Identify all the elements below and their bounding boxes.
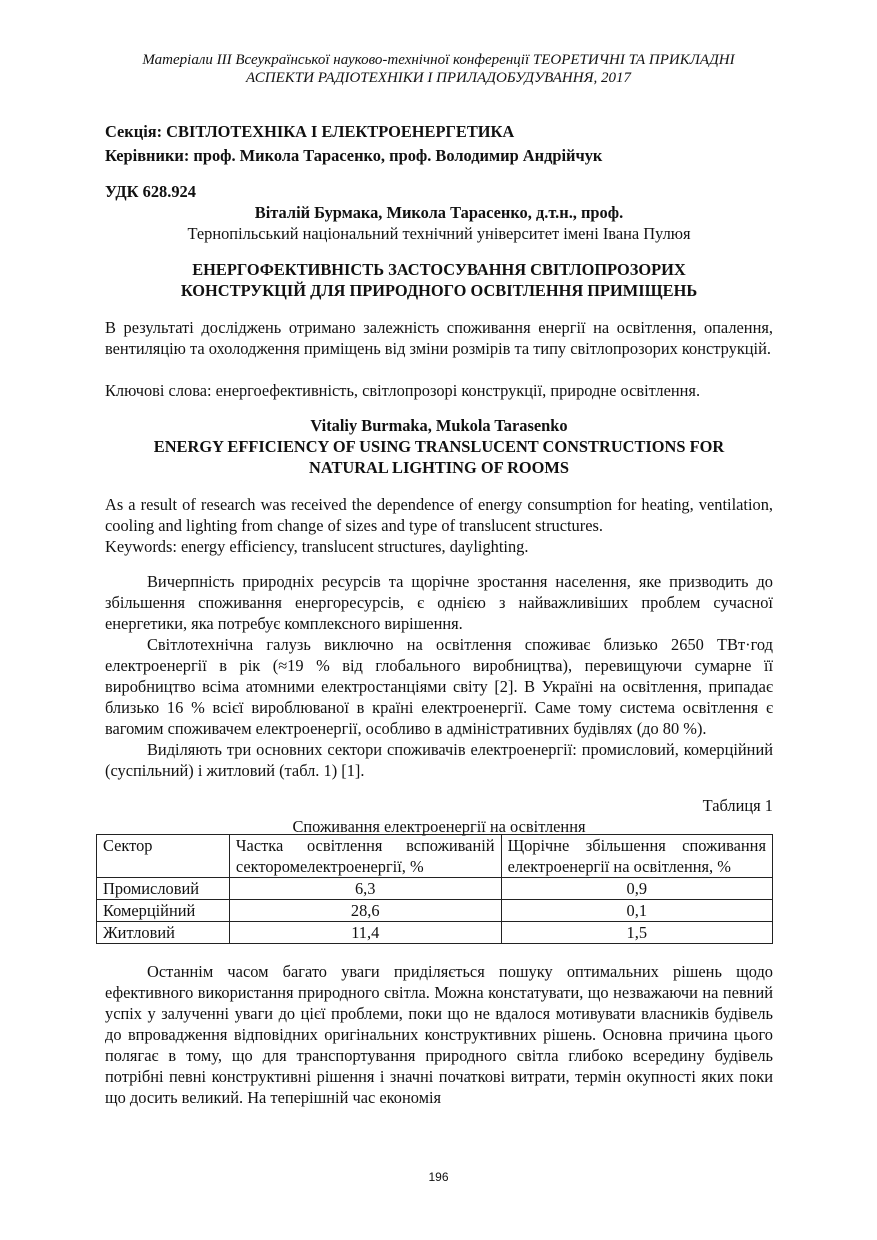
running-head-line-2: АСПЕКТИ РАДІОТЕХНІКИ І ПРИЛАДОБУДУВАННЯ, 2017 — [246, 70, 631, 86]
section-line: Секція: СВІТЛОТЕХНІКА І ЕЛЕКТРОЕНЕРГЕТИКА — [105, 122, 515, 141]
affiliation: Тернопільський національний технічний університет імені Івана Пулюя — [187, 224, 691, 243]
table-cell-growth: 0,1 — [501, 900, 772, 922]
table-cell-sector: Житловий — [97, 922, 230, 944]
udc-code: УДК 628.924 — [105, 182, 196, 201]
table-cell-share: 28,6 — [229, 900, 501, 922]
table-row — [97, 900, 773, 922]
table-cell-sector: Комерційний — [97, 900, 230, 922]
table-header-cell: Частка освітлення вспоживаній секторомелектроенергії, % — [229, 835, 501, 878]
table-row — [97, 922, 773, 944]
keywords-ua: Ключові слова: енергоефективність, світлопрозорі конструкції, природне освітлення. — [105, 381, 701, 400]
abstract-en: As a result of research was received the dependence of energy consumption for heating, ventilation, cooling and lighting from change of sizes and type of translucent structures. — [105, 495, 773, 535]
abstract-ua: В результаті досліджень отримано залежність споживання енергії на освітлення, опалення, вентиляцію та охолодження приміщень від зміни розмірів та типу світлопрозорих конструкцій. — [105, 318, 773, 358]
table-header-cell: Щорічне збільшення споживання електроенергії на освітлення, % — [501, 835, 772, 878]
running-head-line-1: Матеріали III Всеукраїнської науково-технічної конференції ТЕОРЕТИЧНІ ТА ПРИКЛАДНІ — [142, 52, 735, 68]
body-paragraph-2: Світлотехнічна галузь виключно на освітлення споживає близько 2650 ТВт·год електроенергії в рік (≈19 % від глобального виробництва), перевищуючи сумарне її виробництво всіма атомними електростанціями світу [2]. В Україні на освітлення, припадає близько 16 % всієї вироблюваної в країні електроенергії. Саме тому система освітлення є вагомим споживачем електроенергії, особливо в адміністративних будівлях (до 80 %). — [105, 635, 773, 738]
table-cell-sector: Промисловий — [97, 878, 230, 900]
energy-table — [96, 834, 773, 944]
title-ua-line-1: ЕНЕРГОФЕКТИВНІСТЬ ЗАСТОСУВАННЯ СВІТЛОПРОЗОРИХ — [192, 260, 686, 279]
table-number: Таблиця 1 — [702, 796, 773, 815]
table-title: Споживання електроенергії на освітлення — [292, 817, 586, 836]
table-header-row — [97, 835, 773, 878]
table-cell-growth: 0,9 — [501, 878, 772, 900]
title-ua-line-2: КОНСТРУКЦІЙ ДЛЯ ПРИРОДНОГО ОСВІТЛЕННЯ ПРИМІЩЕНЬ — [180, 281, 698, 300]
title-ua — [105, 259, 773, 301]
table-row — [97, 878, 773, 900]
table-header-cell: Сектор — [97, 835, 230, 878]
keywords-en: Keywords: energy efficiency, translucent structures, daylighting. — [105, 537, 529, 556]
body-paragraph-1: Вичерпність природніх ресурсів та щорічне зростання населення, яке призводить до збільшення споживання енергоресурсів, є однією з найважливіших проблем сучасної енергетики, яка потребує комплексного вирішення. — [105, 572, 773, 633]
leaders-line: Керівники: проф. Микола Тарасенко, проф. Володимир Андрійчук — [105, 146, 603, 165]
title-en — [105, 436, 773, 478]
page-number: 196 — [428, 1170, 449, 1184]
title-en-line-1: ENERGY EFFICIENCY OF USING TRANSLUCENT CONSTRUCTIONS FOR — [153, 437, 725, 456]
table-cell-growth: 1,5 — [501, 922, 772, 944]
table-cell-share: 6,3 — [229, 878, 501, 900]
running-head — [60, 51, 817, 87]
body-paragraph-3: Виділяють три основних сектори споживачів електроенергії: промисловий, комерційний (суспільний) і житловий (табл. 1) [1]. — [105, 740, 773, 780]
table-cell-share: 11,4 — [229, 922, 501, 944]
authors-ua: Віталій Бурмака, Микола Тарасенко, д.т.н., проф. — [254, 203, 624, 222]
body-paragraph-4: Останнім часом багато уваги приділяється пошуку оптимальних рішень щодо ефективного використання природного світла. Можна констатувати, що незважаючи на певний успіх у залученні уваги до цієї проблеми, поки що не вдалося мотивувати власників будівель до впровадження відповідних оригінальних конструктивних рішень. Основна причина цього полягає в тому, що для транспортування природного світла глибоко всередину будівель потрібні певні конструктивні рішення і значні початкові витрати, термін окупності яких поки що досить великий. На теперішній час економія — [105, 962, 773, 1107]
body-section-1 — [105, 571, 773, 781]
authors-en: Vitaliy Burmaka, Mukola Tarasenko — [310, 416, 568, 435]
title-en-line-2: NATURAL LIGHTING OF ROOMS — [309, 458, 569, 477]
